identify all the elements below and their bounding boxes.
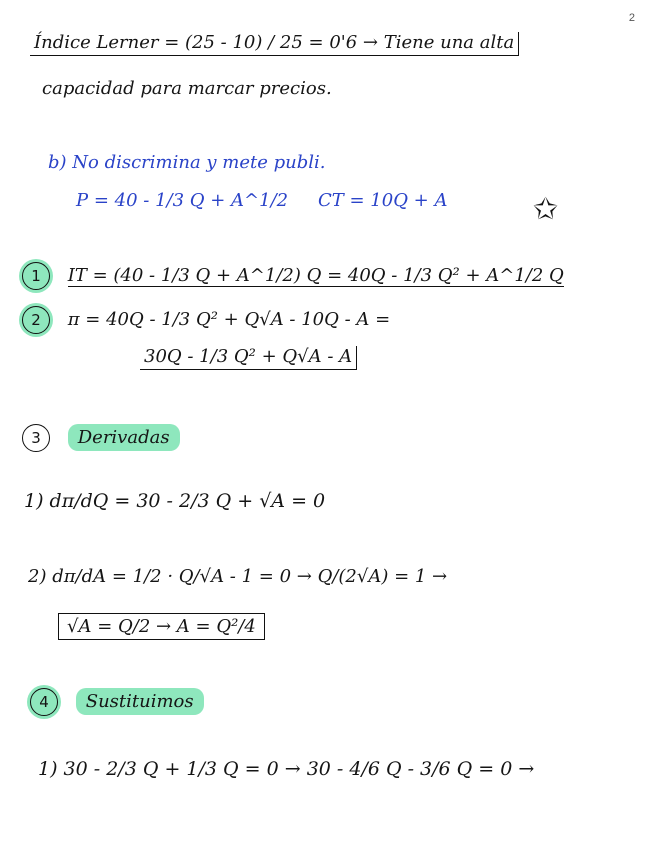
step-3-number: 3 [22, 424, 50, 452]
lerner-line-1 [30, 32, 519, 53]
derivative-2-result: √A = Q/2 → A = Q²/4 [58, 613, 265, 640]
profit-equation: π = 40Q - 1/3 Q² + Q√A - 10Q - A = [67, 309, 391, 330]
step-1-number: 1 [22, 262, 50, 290]
step-2-row [22, 306, 390, 334]
lerner-equation: Índice Lerner = (25 - 10) / 25 = 0'6 → Tiene una alta [30, 32, 519, 56]
derivative-2: 2) dπ/dA = 1/2 · Q/√A - 1 = 0 → Q/(2√A) = 1 → [28, 566, 448, 587]
step-3-label: Derivadas [68, 424, 180, 451]
derivative-1: 1) dπ/dQ = 30 - 2/3 Q + √A = 0 [24, 490, 326, 512]
step-4-number: 4 [30, 688, 58, 716]
derivative-2-result-row [58, 616, 265, 637]
total-revenue-equation: IT = (40 - 1/3 Q + A^1/2) Q = 40Q - 1/3 Q² + A^1/2 Q [67, 265, 564, 286]
star-icon: ✩ [533, 192, 559, 227]
step-1-row [22, 262, 564, 290]
cost-equation: CT = 10Q + A [318, 190, 448, 211]
profit-result: 30Q - 1/3 Q² + Q√A - A [140, 346, 357, 370]
step-4-row [30, 688, 204, 716]
step-3-row [22, 424, 180, 452]
substitution-1: 1) 30 - 2/3 Q + 1/3 Q = 0 → 30 - 4/6 Q - 3/6 Q = 0 → [38, 758, 535, 780]
part-b-heading: b) No discrimina y mete publi. [48, 152, 326, 173]
lerner-line-2: capacidad para marcar precios. [42, 78, 332, 99]
page-number: 2 [628, 12, 635, 24]
profit-result-row [140, 346, 357, 367]
step-4-label: Sustituimos [76, 688, 204, 715]
demand-equation: P = 40 - 1/3 Q + A^1/2 [76, 190, 289, 211]
step-2-number: 2 [22, 306, 50, 334]
